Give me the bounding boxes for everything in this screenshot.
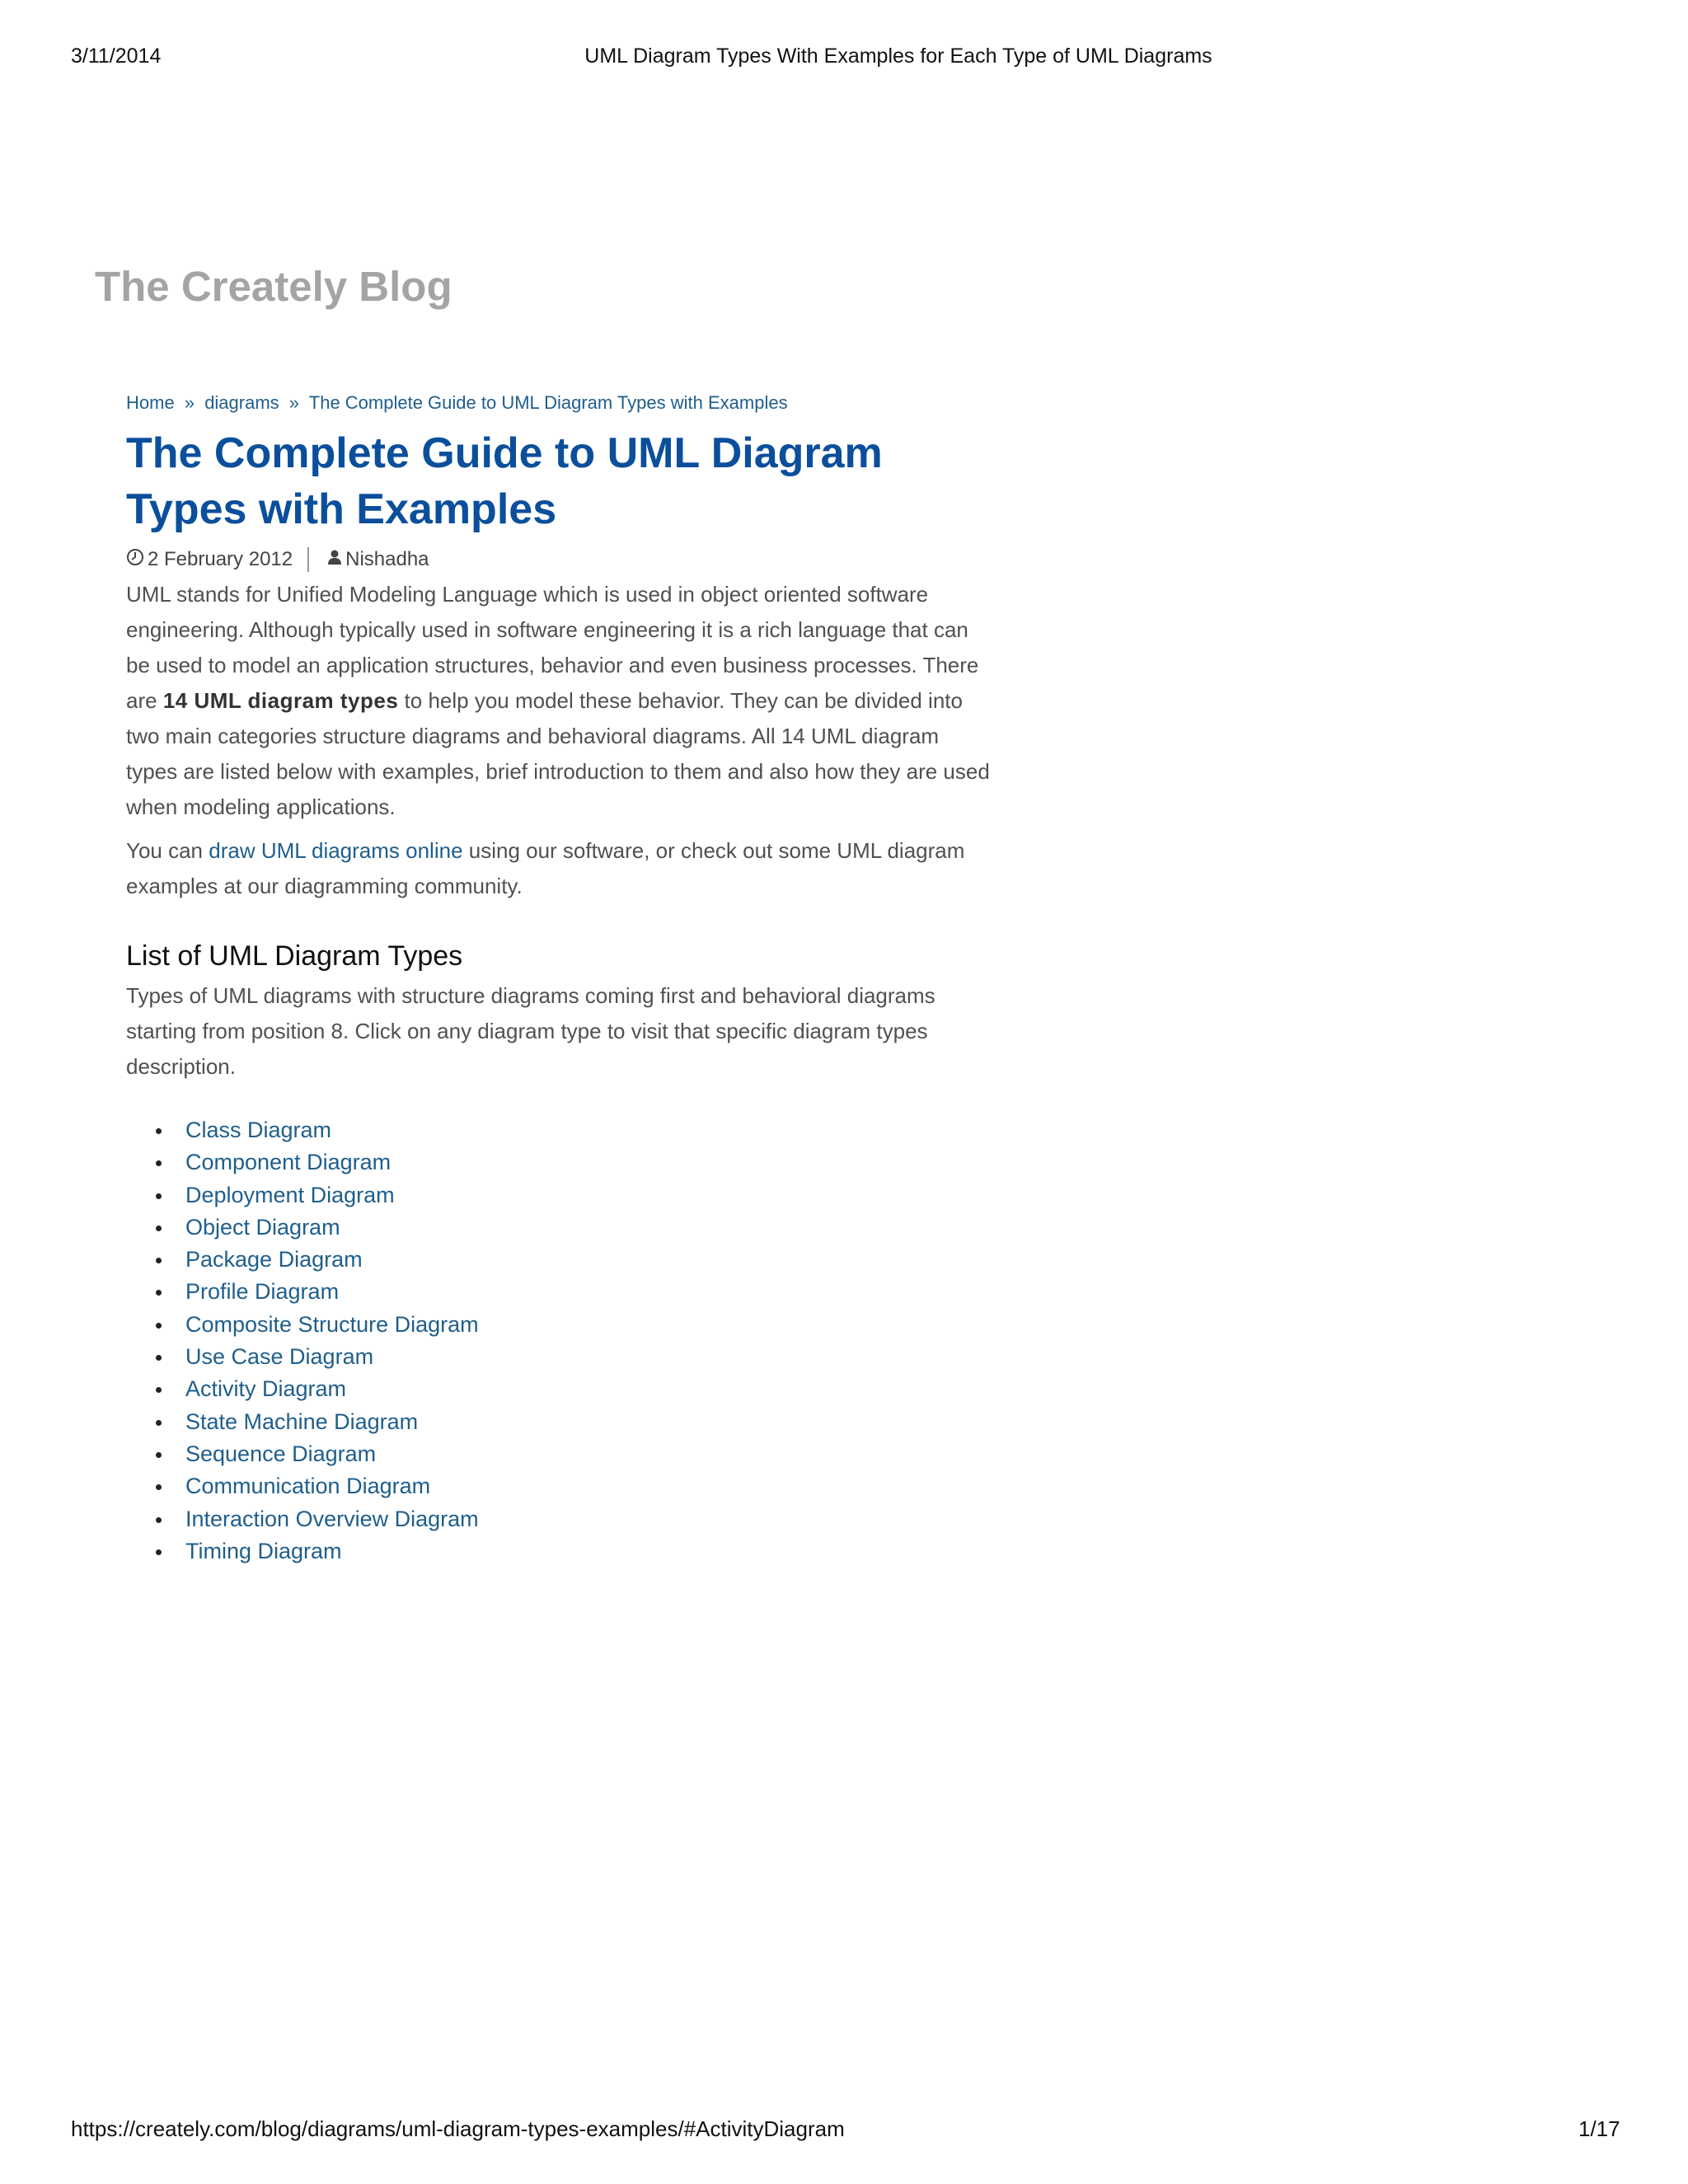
print-url: https://creately.com/blog/diagrams/uml-diagram-types-examples/#ActivityDiagram — [71, 2116, 845, 2141]
diagram-type-link[interactable]: Component Diagram — [185, 1150, 392, 1175]
breadcrumb-separator: » — [288, 392, 300, 413]
diagram-type-link[interactable]: Activity Diagram — [185, 1376, 347, 1402]
draw-paragraph — [126, 833, 992, 904]
post-title: The Complete Guide to UML Diagram Types with Examples — [126, 429, 883, 533]
diagram-type-link[interactable]: Deployment Diagram — [185, 1182, 395, 1207]
draw-prefix: You can — [126, 838, 209, 863]
article — [126, 389, 992, 1568]
bullet-dot — [156, 1549, 162, 1555]
list-item — [185, 1309, 992, 1341]
list-item — [185, 1470, 992, 1502]
list-item — [185, 1114, 992, 1146]
breadcrumb-separator: » — [184, 392, 195, 413]
post-author[interactable]: Nishadha — [345, 548, 429, 570]
bullet-dot — [156, 1484, 162, 1490]
diagram-type-link[interactable]: Object Diagram — [185, 1214, 340, 1240]
diagram-types-list — [126, 1114, 992, 1568]
list-item — [185, 1212, 992, 1244]
intro-text: UML stands for Unified Modeling Language which is used in object oriented software engineering. Although typically used in software engineering it is a rich language that can be used to model an application structures, behavior and even business processes. There are — [126, 582, 979, 713]
diagram-type-link[interactable]: Package Diagram — [185, 1247, 363, 1272]
clock-icon — [126, 548, 144, 572]
bullet-dot — [156, 1517, 162, 1523]
diagram-type-link[interactable]: Composite Structure Diagram — [185, 1311, 479, 1337]
list-item — [185, 1373, 992, 1405]
diagram-type-link[interactable]: State Machine Diagram — [185, 1408, 419, 1434]
diagram-type-link[interactable]: Profile Diagram — [185, 1279, 340, 1305]
print-page-title: UML Diagram Types With Examples for Each Type of UML Diagrams — [584, 45, 1212, 68]
bullet-dot — [156, 1420, 162, 1426]
intro-text-continued: to help you model these behavior. They can be divided into two main categories structure diagrams and behavioral diagrams. All 14 UML diagram types are listed below with examples, brief introduction to them and also how they are used when modeling applications. — [126, 688, 990, 819]
breadcrumb-home-link[interactable]: Home — [126, 392, 175, 413]
draw-suffix: using our software, or check out some UML diagram examples at our diagramming community. — [126, 838, 965, 898]
bullet-dot — [156, 1323, 162, 1329]
list-item — [185, 1535, 992, 1568]
bullet-dot — [156, 1258, 162, 1263]
bullet-dot — [156, 1128, 162, 1134]
diagram-type-link[interactable]: Timing Diagram — [185, 1538, 342, 1563]
diagram-type-link[interactable]: Use Case Diagram — [185, 1344, 374, 1370]
list-item — [185, 1179, 992, 1212]
print-header — [0, 45, 1688, 77]
section-description: Types of UML diagrams with structure diagrams coming first and behavioral diagrams starting from position 8. Click on any diagram type to visit that specific diagram types description. — [126, 983, 935, 1079]
breadcrumb-current-link[interactable]: The Complete Guide to UML Diagram Types with Examples — [308, 392, 788, 413]
user-icon — [327, 548, 342, 571]
breadcrumb — [126, 389, 992, 417]
bullet-dot — [156, 1226, 162, 1231]
list-item — [185, 1406, 992, 1438]
intro-bold-text: 14 UML diagram types — [162, 688, 399, 713]
breadcrumb-category-link[interactable]: diagrams — [204, 392, 279, 413]
bullet-dot — [156, 1160, 162, 1166]
diagram-type-link[interactable]: Sequence Diagram — [185, 1441, 377, 1466]
bullet-dot — [156, 1193, 162, 1199]
bullet-dot — [156, 1290, 162, 1296]
post-date: 2 February 2012 — [148, 548, 293, 570]
section-heading: List of UML Diagram Types — [126, 940, 463, 972]
bullet-dot — [156, 1355, 162, 1361]
print-date: 3/11/2014 — [71, 45, 162, 68]
bullet-dot — [156, 1387, 162, 1393]
post-meta — [126, 546, 992, 574]
list-item — [185, 1244, 992, 1276]
blog-title[interactable]: The Creately Blog — [95, 263, 452, 310]
list-item — [185, 1341, 992, 1373]
diagram-type-link[interactable]: Communication Diagram — [185, 1474, 431, 1499]
draw-uml-online-link[interactable]: draw UML diagrams online — [209, 838, 463, 863]
intro-paragraph — [126, 577, 992, 825]
meta-divider — [307, 547, 309, 572]
list-item — [185, 1503, 992, 1535]
list-item — [185, 1276, 992, 1308]
diagram-type-link[interactable]: Interaction Overview Diagram — [185, 1506, 479, 1531]
list-item — [185, 1146, 992, 1179]
list-item — [185, 1438, 992, 1470]
bullet-dot — [156, 1452, 162, 1458]
print-page-number: 1/17 — [1578, 2116, 1620, 2141]
diagram-type-link[interactable]: Class Diagram — [185, 1118, 332, 1142]
